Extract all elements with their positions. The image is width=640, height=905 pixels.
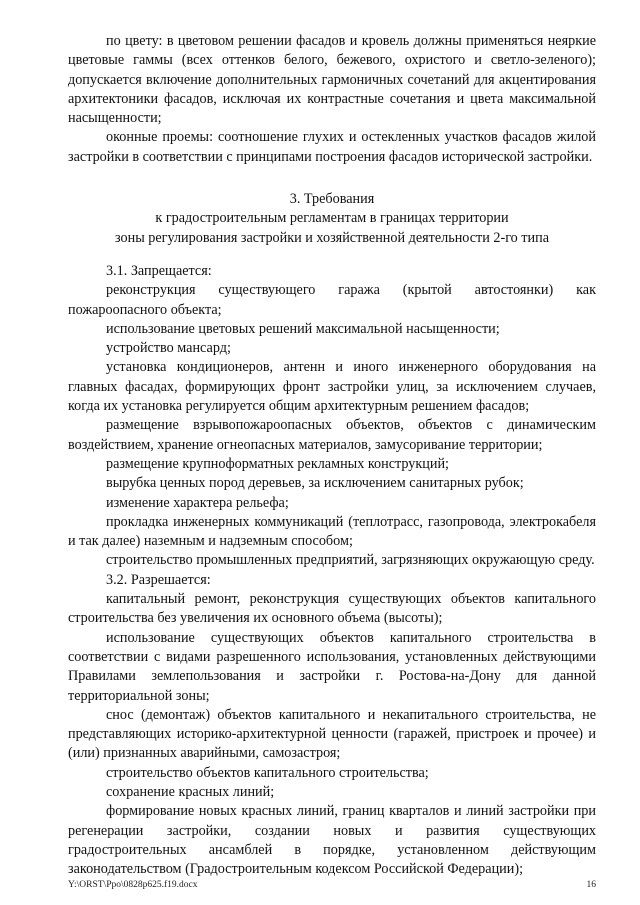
list-item: сохранение красных линий; bbox=[106, 783, 275, 800]
section-subtitle: к градостроительным регламентам в границах территории bbox=[155, 210, 509, 227]
list-item: вырубка ценных пород деревьев, за исключением санитарных рубок; bbox=[106, 475, 524, 492]
list-item: снос (демонтаж) объектов капитального и некапитального строительства, не представляющих историко-архитектурной ценности (гаражей, пристроек и прочее) и (или) признанных аварийными, самозастроя; bbox=[68, 706, 596, 762]
list-item: использование цветовых решений максимальной насыщенности; bbox=[106, 320, 500, 337]
list-item: строительство объектов капитального строительства; bbox=[106, 764, 429, 781]
permitted-list bbox=[68, 590, 596, 879]
subsection-heading-prohibited: 3.1. Запрещается: bbox=[106, 262, 212, 279]
list-item: устройство мансард; bbox=[106, 340, 231, 357]
list-item: строительство промышленных предприятий, загрязняющих окружающую среду. bbox=[106, 552, 595, 569]
list-item: формирование новых красных линий, границ кварталов и линий застройки при регенерации застройки, создании новых и развития существующих градостроительных ансамблей в порядке, установленном действующим законодательством (Градостроительным кодексом Российской Федерации); bbox=[68, 803, 596, 878]
section-subtitle: зоны регулирования застройки и хозяйственной деятельности 2-го типа bbox=[115, 229, 549, 246]
list-item: реконструкция существующего гаража (крытой автостоянки) как пожароопасного объекта; bbox=[68, 282, 596, 318]
list-item: капитальный ремонт, реконструкция существующих объектов капитального строительства без увеличения их основного объема (высоты); bbox=[68, 591, 596, 627]
document-body bbox=[68, 32, 596, 879]
list-item: прокладка инженерных коммуникаций (теплотрасс, газопровода, электрокабеля и так далее) наземным и надземным способом; bbox=[68, 513, 596, 550]
page-number: 16 bbox=[586, 880, 596, 890]
list-item: использование существующих объектов капитального строительства в соответствии с видами разрешенного использования, установленных действующими Правилами землепользования и застройки г. Ростова-на-Дону для данной территориальной зоны; bbox=[68, 629, 596, 704]
intro-paragraph: оконные проемы: соотношение глухих и остекленных участков фасадов жилой застройки в соответствии с принципами построения фасадов исторической застройки. bbox=[68, 129, 596, 165]
list-item: размещение взрывопожароопасных объектов, объектов с динамическим воздействием, хранение огнеопасных материалов, замусоривание территории; bbox=[68, 417, 596, 453]
list-item: установка кондиционеров, антенн и иного инженерного оборудования на главных фасадах, формирующих фронт застройки улиц, за исключением случаев, когда их установка регулируется общим архитектурным решением фасадов; bbox=[68, 359, 596, 415]
section-title: 3. Требования bbox=[289, 191, 375, 208]
prohibited-list bbox=[68, 281, 596, 570]
list-item: размещение крупноформатных рекламных конструкций; bbox=[106, 455, 449, 472]
subsection-heading-permitted: 3.2. Разрешается: bbox=[106, 571, 211, 588]
list-item: изменение характера рельефа; bbox=[106, 494, 289, 511]
intro-paragraph: по цвету: в цветовом решении фасадов и кровель должны применяться неяркие цветовые гаммы (всех оттенков белого, бежевого, охристого и светло-зеленого); допускается включение дополнительных гармоничных сочетаний для акцентирования архитектоники фасадов, исключая их контрастные сочетания и цвета максимальной насыщенности; bbox=[68, 33, 596, 127]
footer-file-path: Y:\ORST\Ppo\0828p625.f19.docx bbox=[68, 880, 198, 890]
